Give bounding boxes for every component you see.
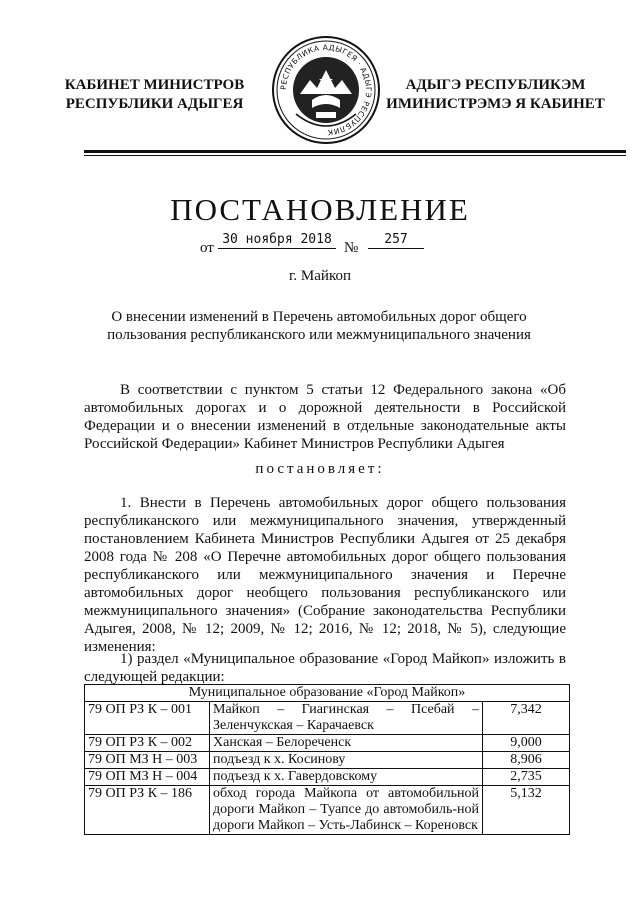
table-row: [85, 702, 570, 735]
header-left-line2: РЕСПУБЛИКИ АДЫГЕЯ: [65, 96, 244, 112]
document-subject: О внесении изменений в Перечень автомобильных дорог общего пользования республиканского или межмуниципального значения: [107, 309, 531, 343]
road-code: 79 ОП МЗ Н – 003: [85, 752, 210, 769]
road-name: Майкоп – Гиагинская – Псебай – Зеленчукская – Карачаевск: [210, 702, 483, 735]
roads-table: [84, 684, 570, 835]
table-row: [85, 769, 570, 786]
header-rule-thick: [84, 150, 626, 153]
resolves-heading: постановляет:: [255, 461, 385, 477]
number-label: №: [344, 240, 359, 256]
table-row: [85, 786, 570, 835]
road-code: 79 ОП РЗ К – 001: [85, 702, 210, 735]
table-row: [85, 735, 570, 752]
document-number: 257: [368, 232, 424, 249]
svg-text:РЕСПУБЛИКА АДЫГЕЯ · АДЫГЭ РЕСП: РЕСПУБЛИКА АДЫГЕЯ · АДЫГЭ РЕСПУБЛИК: [278, 42, 374, 138]
table-row: [85, 752, 570, 769]
road-length: 7,342: [483, 702, 570, 735]
document-date: 30 ноября 2018: [218, 232, 336, 249]
road-name: Ханская – Белореченск: [210, 735, 483, 752]
table-header: Муниципальное образование «Город Майкоп»: [85, 685, 570, 702]
header-right-line2: ИМИНИСТРЭМЭ Я КАБИНЕТ: [386, 96, 605, 112]
table-header-row: [85, 685, 570, 702]
preamble-paragraph: В соответствии с пунктом 5 статьи 12 Федерального закона «Об автомобильных дорогах и о дорожной деятельности в Российской Федерации и о внесении изменений в отдельные законодательные акты Российской Федерации» Кабинет Министров Республики Адыгея: [84, 382, 566, 452]
road-name: подъезд к х. Гавердовскому: [210, 769, 483, 786]
road-name: подъезд к х. Косинову: [210, 752, 483, 769]
date-label: от: [200, 240, 214, 256]
header-rule-thin: [84, 155, 626, 156]
road-length: 2,735: [483, 769, 570, 786]
header-right: [383, 76, 608, 114]
header-right-line1: АДЫГЭ РЕСПУБЛИКЭМ: [405, 77, 586, 93]
road-length: 9,000: [483, 735, 570, 752]
document-title: ПОСТАНОВЛЕНИЕ: [170, 192, 470, 227]
road-code: 79 ОП РЗ К – 186: [85, 786, 210, 835]
item-1-paragraph: 1. Внести в Перечень автомобильных дорог общего пользования республиканского или межмуниципального значения, утвержденный постановлением Кабинета Министров Республики Адыгея от 25 декабря 2008 года № 208 «О Перечне автомобильных дорог общего пользования республиканского или межмуниципального значения и Перечне автомобильных дорог необщего пользования республиканского или межмуниципального значения» (Собрание законодательства Республики Адыгея, 2008, № 12; 2009, № 12; 2016, № 12; 2018, № 5), следующие изменения:: [84, 495, 566, 655]
road-name: обход города Майкопа от автомобильной дороги Майкоп – Туапсе до автомобиль-ной дороги Майкоп – Усть-Лабинск – Кореновск: [210, 786, 483, 835]
road-length: 8,906: [483, 752, 570, 769]
subitem-1-paragraph: 1) раздел «Муниципальное образование «Город Майкоп» изложить в следующей редакции:: [84, 651, 566, 685]
coat-of-arms-emblem: [270, 34, 382, 146]
city: г. Майкоп: [288, 268, 352, 284]
header-left-line1: КАБИНЕТ МИНИСТРОВ: [64, 77, 245, 93]
road-code: 79 ОП МЗ Н – 004: [85, 769, 210, 786]
header-left: [62, 76, 247, 114]
road-code: 79 ОП РЗ К – 002: [85, 735, 210, 752]
road-length: 5,132: [483, 786, 570, 835]
